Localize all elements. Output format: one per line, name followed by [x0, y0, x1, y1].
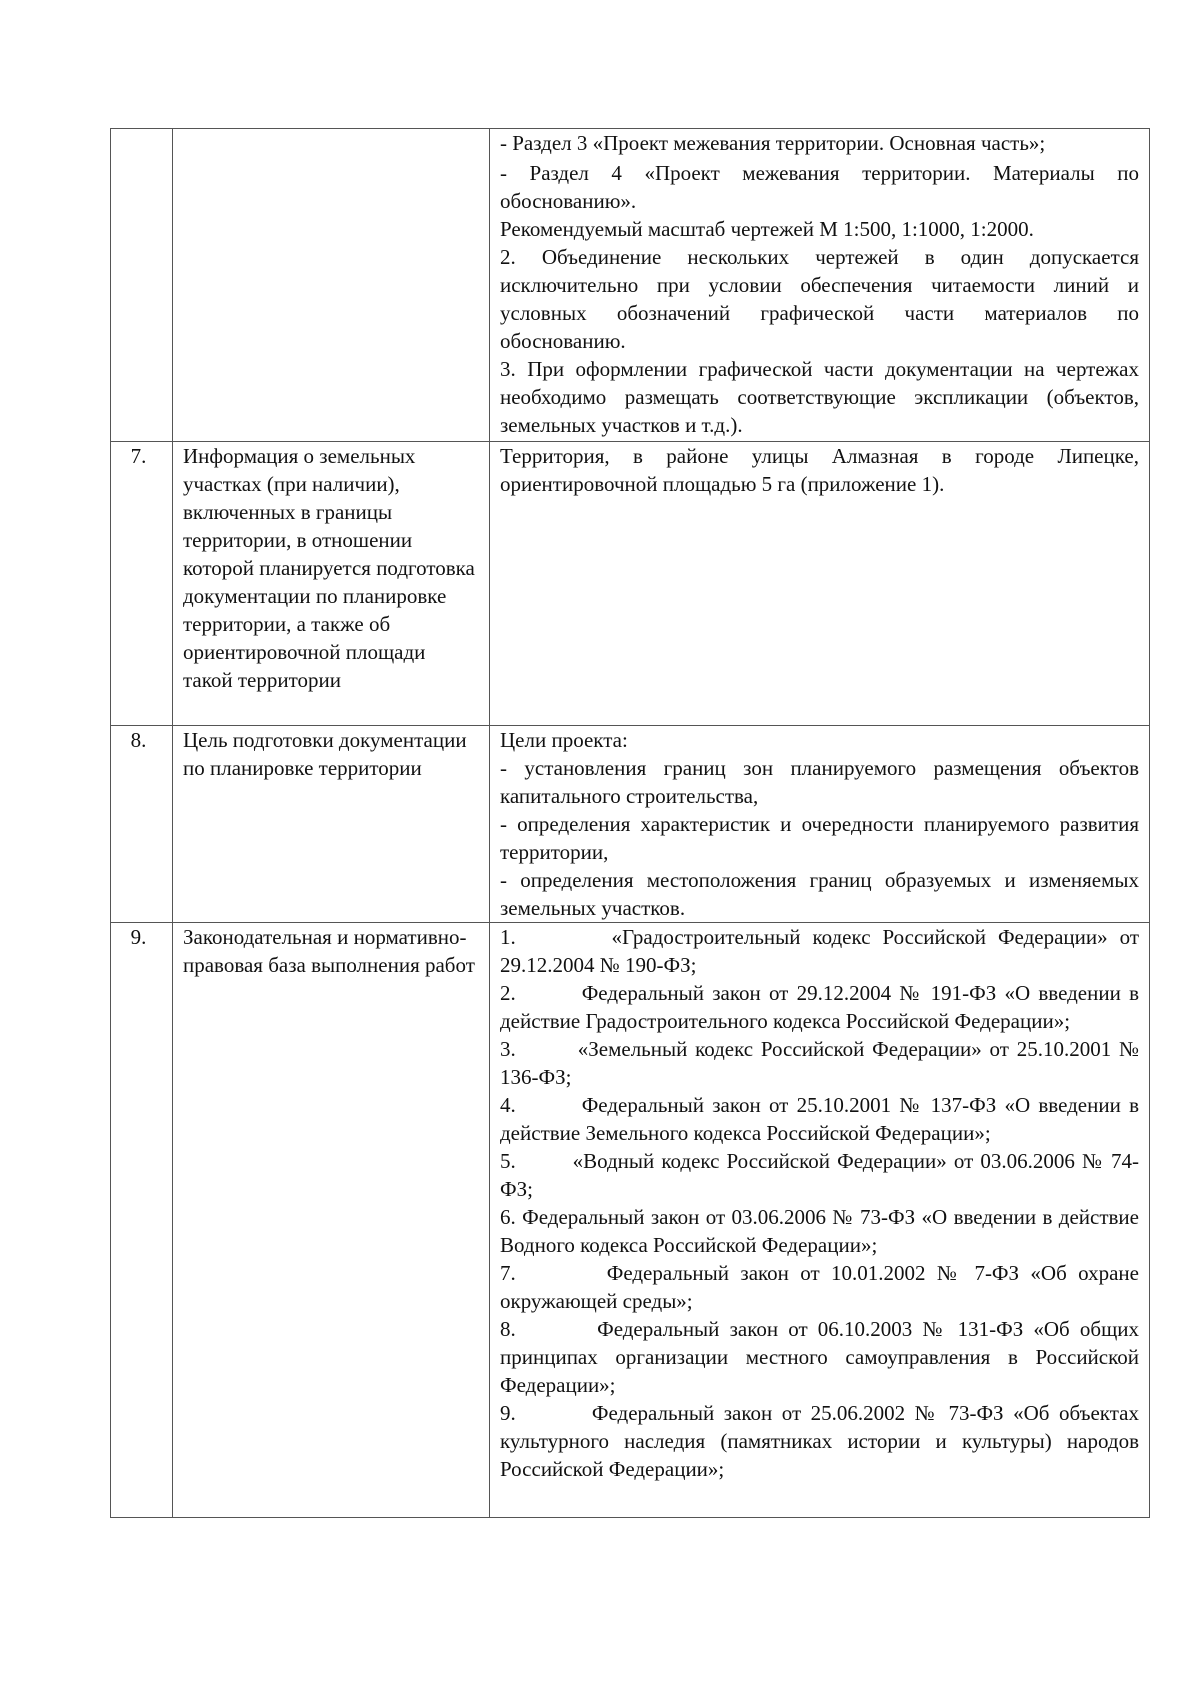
table-row [111, 726, 1150, 923]
law-list-item: 4. Федеральный закон от 25.10.2001 № 137-ФЗ «О введении в действие Земельного кодекса Российской Федерации»; [500, 1093, 1139, 1145]
row-number: 9. [130, 925, 147, 949]
content-paragraph: - определения характеристик и очередности планируемого развития территории, [500, 812, 1139, 864]
row-content-cell [490, 442, 1150, 726]
row-label-cell [173, 129, 490, 442]
row-content-cell [490, 129, 1150, 442]
content-paragraph: - Раздел 4 «Проект межевания территории. Материалы по обоснованию». [500, 161, 1139, 213]
law-list-item: 8. Федеральный закон от 06.10.2003 № 131-ФЗ «Об общих принципах организации местного самоуправления в Российской Федерации»; [500, 1317, 1139, 1397]
row-number-cell [111, 442, 173, 726]
row-label-cell [173, 726, 490, 923]
content-paragraph: 2. Объединение нескольких чертежей в один допускается исключительно при условии обеспечения читаемости линий и условных обозначений графической части материалов по обоснованию. [500, 245, 1139, 353]
document-table [110, 128, 1150, 1518]
law-list-item: 6. Федеральный закон от 03.06.2006 № 73-ФЗ «О введении в действие Водного кодекса Российской Федерации»; [500, 1205, 1139, 1257]
content-paragraph: 3. При оформлении графической части документации на чертежах необходимо размещать соответствующие экспликации (объектов, земельных участков и т.д.). [500, 357, 1139, 437]
row-number: 7. [130, 444, 147, 468]
content-paragraph: Территория, в районе улицы Алмазная в городе Липецке, ориентировочной площадью 5 га (приложение 1). [500, 444, 1139, 496]
content-paragraph: Рекомендуемый масштаб чертежей М 1:500, 1:1000, 1:2000. [500, 217, 1034, 241]
row-label-cell [173, 442, 490, 726]
law-list-item: 9. Федеральный закон от 25.06.2002 № 73-ФЗ «Об объектах культурного наследия (памятниках истории и культуры) народов Российской Федерации»; [500, 1401, 1139, 1481]
table-row [111, 129, 1150, 442]
content-paragraph: - Раздел 3 «Проект межевания территории. Основная часть»; [500, 131, 1046, 155]
row-label: Цель подготовки документации по планировке территории [183, 728, 467, 780]
law-list-item: 3. «Земельный кодекс Российской Федерации» от 25.10.2001 № 136-ФЗ; [500, 1037, 1139, 1089]
law-list-item: 2. Федеральный закон от 29.12.2004 № 191-ФЗ «О введении в действие Градостроительного кодекса Российской Федерации»; [500, 981, 1139, 1033]
row-label: Законодательная и нормативно-правовая база выполнения работ [183, 925, 475, 977]
row-content-cell [490, 726, 1150, 923]
row-label: Информация о земельных участках (при наличии), включенных в границы территории, в отношении которой планируется подготовка документации по планировке территории, а также об ориентировочной площади такой территории [183, 444, 475, 692]
content-paragraph: - определения местоположения границ образуемых и изменяемых земельных участков. [500, 868, 1139, 920]
content-paragraph: Цели проекта: [500, 728, 628, 752]
row-number-cell [111, 129, 173, 442]
row-number-cell [111, 923, 173, 1518]
law-list-item: 7. Федеральный закон от 10.01.2002 № 7-ФЗ «Об охране окружающей среды»; [500, 1261, 1139, 1313]
law-list-item: 1. «Градостроительный кодекс Российской Федерации» от 29.12.2004 № 190-ФЗ; [500, 925, 1139, 977]
content-paragraph: - установления границ зон планируемого размещения объектов капитального строительства, [500, 756, 1139, 808]
row-label-cell [173, 923, 490, 1518]
table-row [111, 923, 1150, 1518]
law-list-item: 5. «Водный кодекс Российской Федерации» от 03.06.2006 № 74-ФЗ; [500, 1149, 1139, 1201]
table-row [111, 442, 1150, 726]
row-number-cell [111, 726, 173, 923]
row-number: 8. [130, 728, 147, 752]
row-content-cell [490, 923, 1150, 1518]
